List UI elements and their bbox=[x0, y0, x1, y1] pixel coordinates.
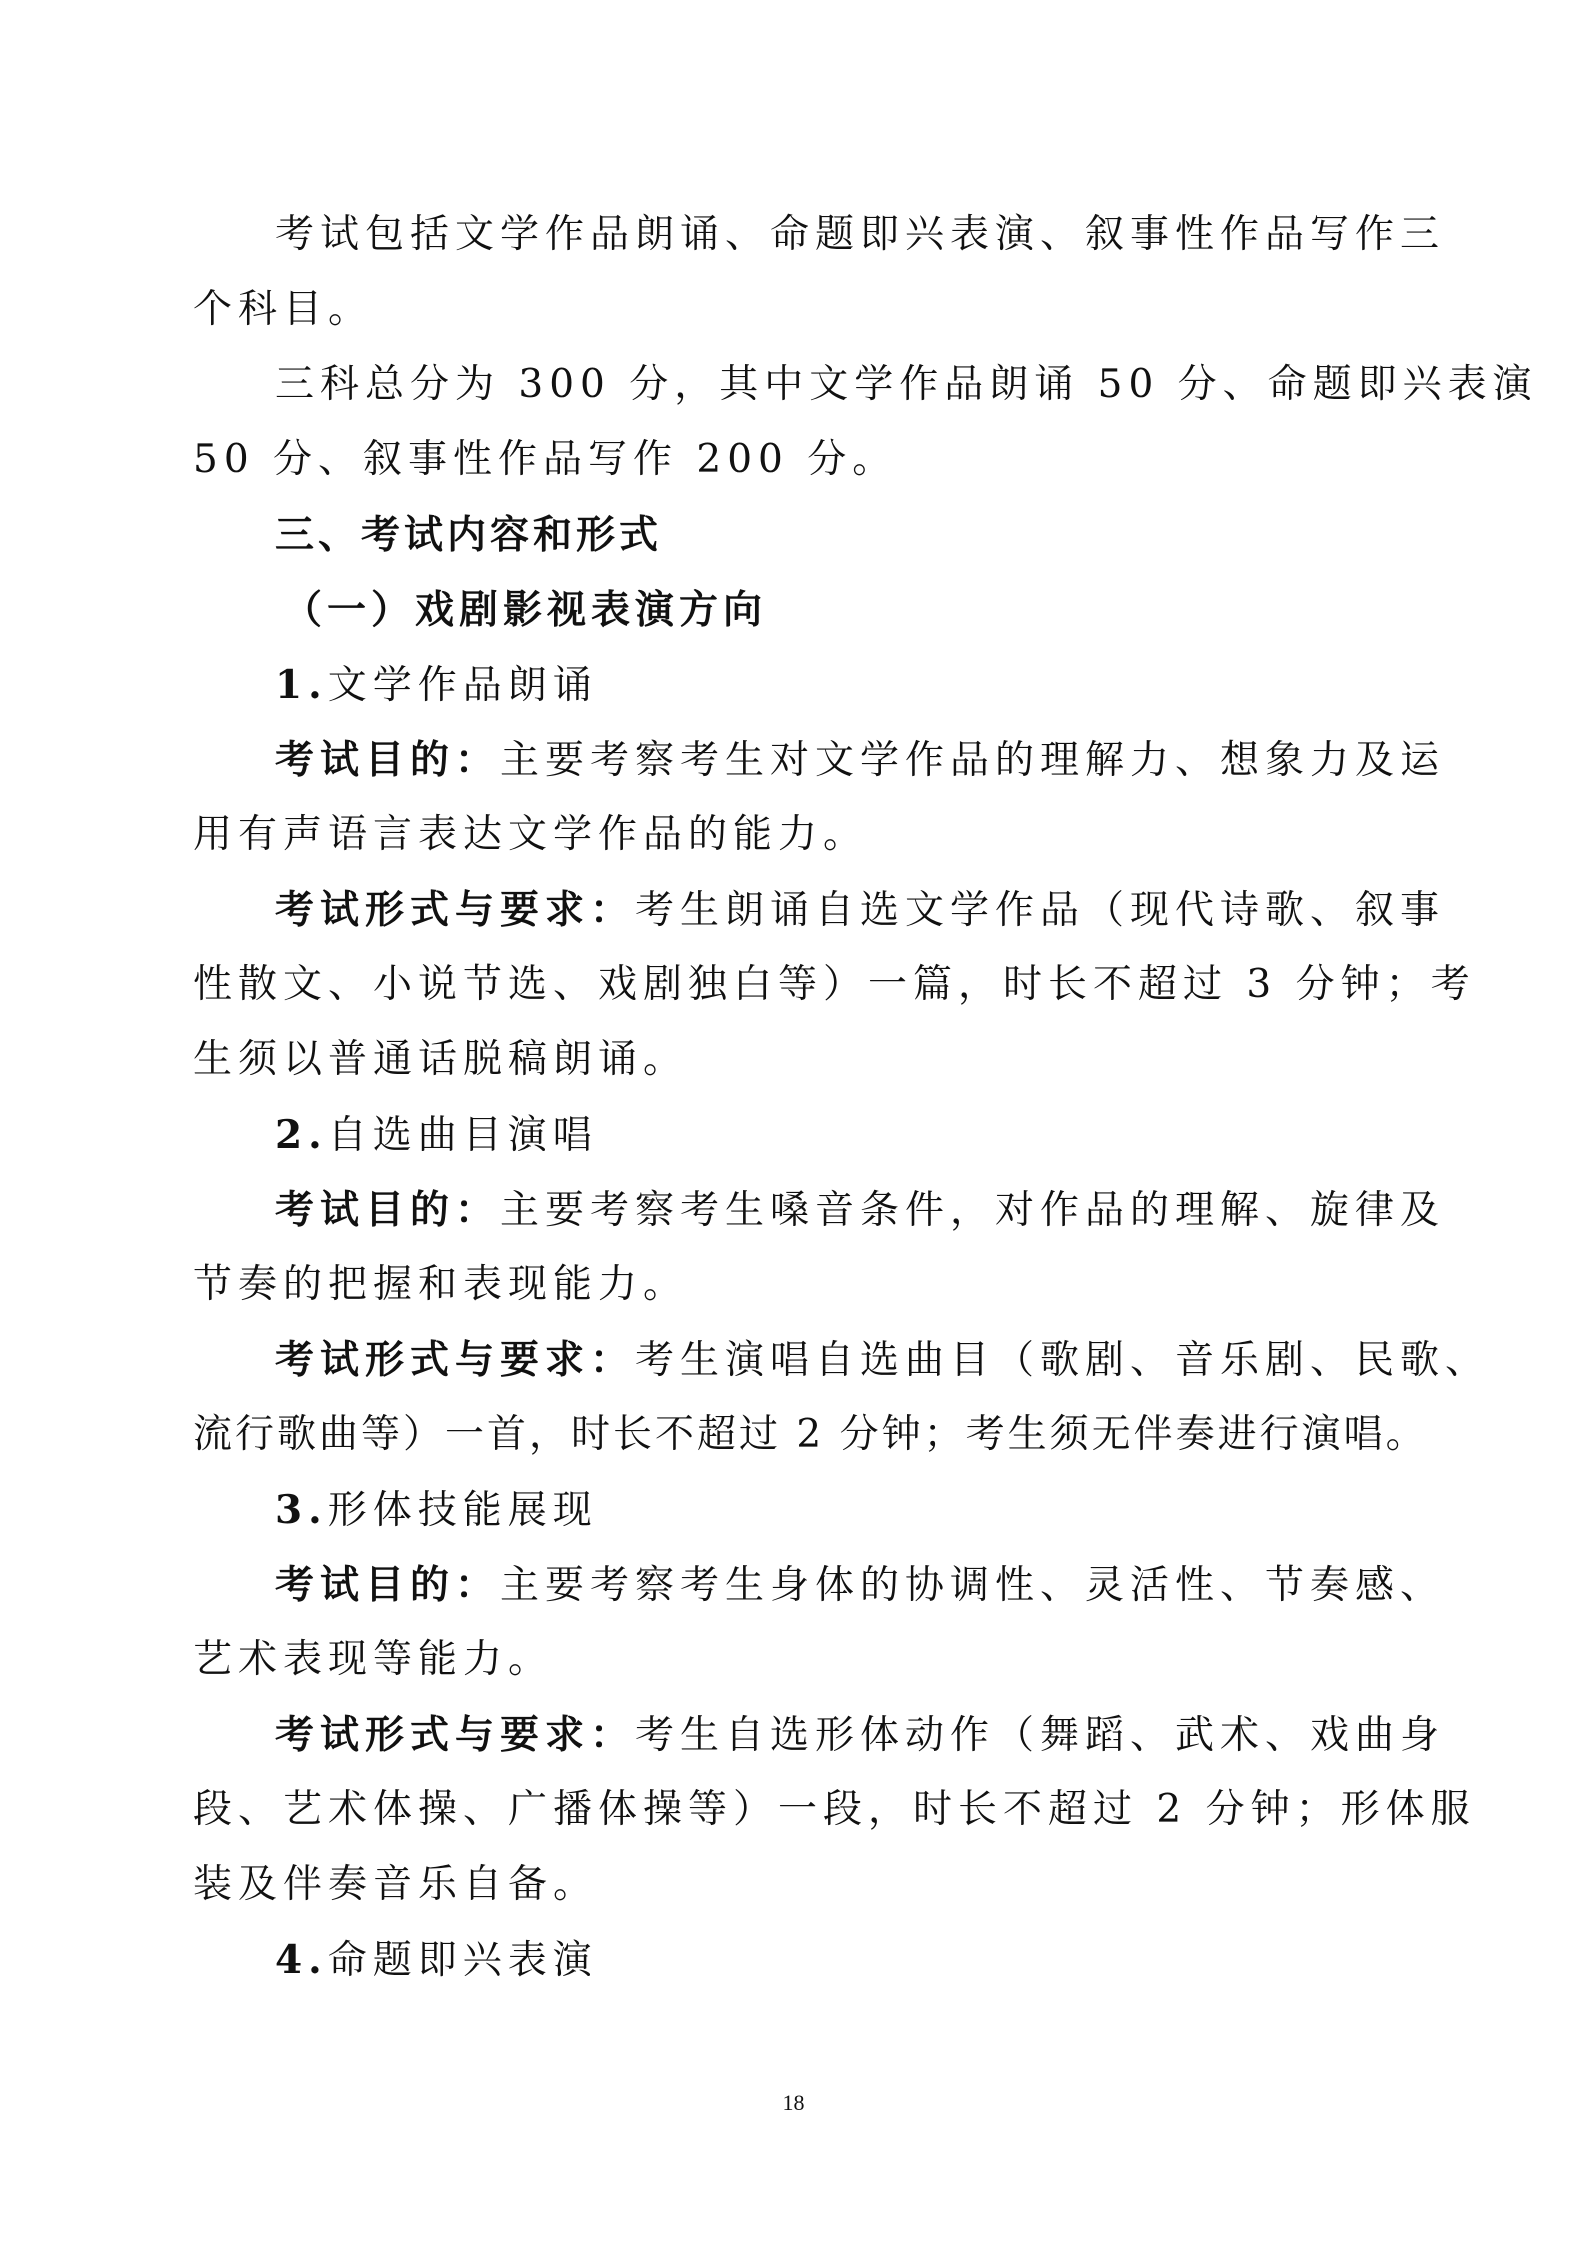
paragraph-line: 50 分、叙事性作品写作 200 分。 bbox=[193, 437, 898, 482]
paragraph-lead: 考试目的： bbox=[275, 737, 501, 783]
paragraph-line bbox=[275, 737, 1485, 784]
section-heading: 三、考试内容和形式 bbox=[275, 512, 663, 558]
paragraph-line bbox=[275, 1187, 1485, 1234]
item-title: 自选曲目演唱 bbox=[327, 1113, 598, 1158]
item-heading bbox=[275, 662, 1485, 709]
paragraph-line: 装及伴奏音乐自备。 bbox=[193, 1862, 599, 1907]
item-title: 形体技能展现 bbox=[327, 1488, 598, 1533]
paragraph-line: 节奏的把握和表现能力。 bbox=[193, 1262, 689, 1307]
item-number: 2. bbox=[275, 1112, 328, 1158]
paragraph-line bbox=[275, 1337, 1491, 1384]
paragraph-line: 三科总分为 300 分，其中文学作品朗诵 50 分、命题即兴表演 bbox=[275, 362, 1538, 407]
item-number: 3. bbox=[275, 1487, 328, 1533]
paragraph-text: 考生演唱自选曲目（歌剧、音乐剧、民歌、 bbox=[635, 1338, 1491, 1383]
item-title: 命题即兴表演 bbox=[327, 1938, 598, 1983]
paragraph-line: 流行歌曲等）一首，时长不超过 2 分钟；考生须无伴奏进行演唱。 bbox=[193, 1412, 1428, 1457]
paragraph-lead: 考试目的： bbox=[275, 1187, 501, 1233]
item-title: 文学作品朗诵 bbox=[327, 663, 598, 708]
paragraph-line bbox=[275, 887, 1485, 934]
paragraph-lead: 考试形式与要求： bbox=[275, 887, 636, 933]
item-number: 1. bbox=[275, 662, 328, 708]
paragraph-line bbox=[275, 1712, 1485, 1759]
paragraph-lead: 考试形式与要求： bbox=[275, 1712, 636, 1758]
paragraph-line bbox=[275, 1562, 1485, 1609]
paragraph-text: 主要考察考生对文学作品的理解力、想象力及运 bbox=[500, 738, 1446, 783]
paragraph-lead: 考试形式与要求： bbox=[275, 1337, 636, 1383]
paragraph-line: 生须以普通话脱稿朗诵。 bbox=[193, 1037, 689, 1082]
subsection-heading: （一）戏剧影视表演方向 bbox=[283, 587, 768, 633]
paragraph-line: 段、艺术体操、广播体操等）一段，时长不超过 2 分钟；形体服 bbox=[193, 1787, 1476, 1832]
paragraph-lead: 考试目的： bbox=[275, 1562, 501, 1608]
paragraph-text: 考生自选形体动作（舞蹈、武术、戏曲身 bbox=[635, 1713, 1446, 1758]
page-number: 18 bbox=[782, 2090, 805, 2115]
item-heading bbox=[275, 1112, 1485, 1159]
paragraph-line: 考试包括文学作品朗诵、命题即兴表演、叙事性作品写作三 bbox=[275, 212, 1446, 257]
paragraph-text: 主要考察考生嗓音条件，对作品的理解、旋律及 bbox=[500, 1188, 1446, 1233]
paragraph-line: 艺术表现等能力。 bbox=[193, 1637, 554, 1682]
paragraph-line: 用有声语言表达文学作品的能力。 bbox=[193, 812, 869, 857]
paragraph-line: 个科目。 bbox=[193, 287, 374, 332]
paragraph-text: 考生朗诵自选文学作品（现代诗歌、叙事 bbox=[635, 888, 1446, 933]
item-heading bbox=[275, 1937, 1485, 1984]
paragraph-line: 性散文、小说节选、戏剧独白等）一篇，时长不超过 3 分钟；考 bbox=[193, 962, 1476, 1007]
item-heading bbox=[275, 1487, 1485, 1534]
item-number: 4. bbox=[275, 1937, 328, 1983]
paragraph-text: 主要考察考生身体的协调性、灵活性、节奏感、 bbox=[500, 1563, 1446, 1608]
